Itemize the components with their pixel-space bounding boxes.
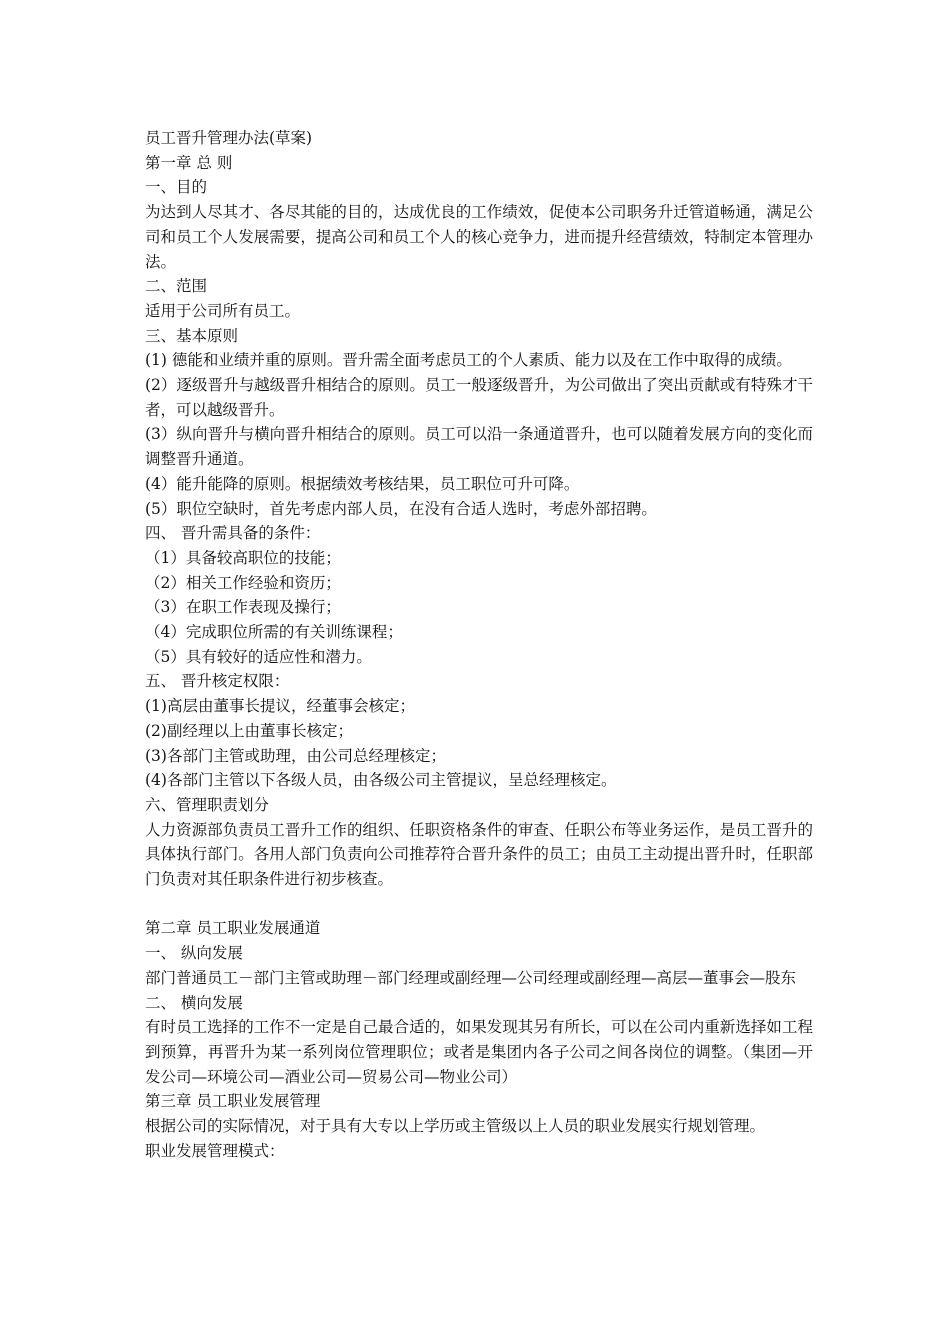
principle-item: (2）逐级晋升与越级晋升相结合的原则。员工一般逐级晋升，为公司做出了突出贡献或有特殊才干者，可以越级晋升。 [145, 376, 813, 419]
condition-item: （5）具有较好的适应性和潜力。 [145, 647, 372, 666]
section-scope-body: 适用于公司所有员工。 [145, 301, 301, 320]
section-responsibility-body: 人力资源部负责员工晋升工作的组织、任职资格条件的审查、任职公布等业务运作，是员工晋升的具体执行部门。各用人部门负责向公司推荐符合晋升条件的员工；由员工主动提出晋升时，任职部门负责对其任职条件进行初步核查。 [145, 820, 813, 889]
principle-item: (5）职位空缺时，首先考虑内部人员，在没有合适人选时，考虑外部招聘。 [145, 499, 657, 518]
horizontal-development-heading: 二、 横向发展 [145, 993, 243, 1012]
section-purpose-heading: 一、目的 [145, 178, 208, 197]
chapter-3-title: 第三章 员工职业发展管理 [145, 1092, 321, 1111]
section-responsibility-heading: 六、管理职责划分 [145, 795, 270, 814]
condition-item: （4）完成职位所需的有关训练课程； [145, 623, 403, 642]
authority-item: (3)各部门主管或助理，由公司总经理核定； [145, 746, 446, 765]
section-conditions-heading: 四、 晋升需具备的条件： [145, 524, 321, 543]
career-mode-heading: 职业发展管理模式： [145, 1141, 285, 1160]
section-purpose-body: 为达到人尽其才、各尽其能的目的，达成优良的工作绩效，促使本公司职务升迁管道畅通，满足公司和员工个人发展需要，提高公司和员工个人的核心竞争力，进而提升经营绩效，特制定本管理办法。 [145, 203, 813, 271]
principle-item: (1) 德能和业绩并重的原则。晋升需全面考虑员工的个人素质、能力以及在工作中取得的成绩。 [145, 351, 792, 370]
chapter-2-title: 第二章 员工职业发展通道 [145, 919, 321, 938]
blank-line [145, 892, 813, 917]
vertical-development-body: 部门普通员工－部门主管或助理－部门经理或副经理—公司经理或副经理—高层—董事会—股东 [145, 968, 797, 987]
horizontal-development-body: 有时员工选择的工作不一定是自己最合适的，如果发现其另有所长，可以在公司内重新选择如工程到预算，再晋升为某一系列岗位管理职位；或者是集团内各子公司之间各岗位的调整。（集团—开发公司—环境公司—酒业公司—贸易公司—物业公司） [145, 1018, 813, 1086]
section-principles-heading: 三、基本原则 [145, 326, 239, 345]
condition-item: （2）相关工作经验和资历； [145, 573, 341, 592]
authority-item: (4)各部门主管以下各级人员，由各级公司主管提议，呈总经理核定。 [145, 771, 617, 790]
vertical-development-heading: 一、 纵向发展 [145, 944, 243, 963]
chapter-3-body: 根据公司的实际情况，对于具有大专以上学历或主管级以上人员的职业发展实行规划管理。 [145, 1117, 766, 1136]
section-authority-heading: 五、 晋升核定权限： [145, 672, 290, 691]
condition-item: （1）具备较高职位的技能； [145, 548, 341, 567]
authority-item: (2)副经理以上由董事长核定； [145, 721, 353, 740]
document-title: 员工晋升管理办法(草案) [145, 129, 313, 147]
chapter-1-title: 第一章 总 则 [145, 153, 233, 172]
principle-item: (3）纵向晋升与横向晋升相结合的原则。员工可以沿一条通道晋升，也可以随着发展方向的变化而调整晋升通道。 [145, 425, 813, 469]
document-page [145, 126, 813, 1164]
authority-item: (1)高层由董事长提议，经董事会核定； [145, 697, 415, 716]
condition-item: （3）在职工作表现及操行； [145, 598, 341, 617]
section-scope-heading: 二、范围 [145, 277, 208, 296]
principle-item: (4）能升能降的原则。根据绩效考核结果，员工职位可升可降。 [145, 474, 580, 493]
